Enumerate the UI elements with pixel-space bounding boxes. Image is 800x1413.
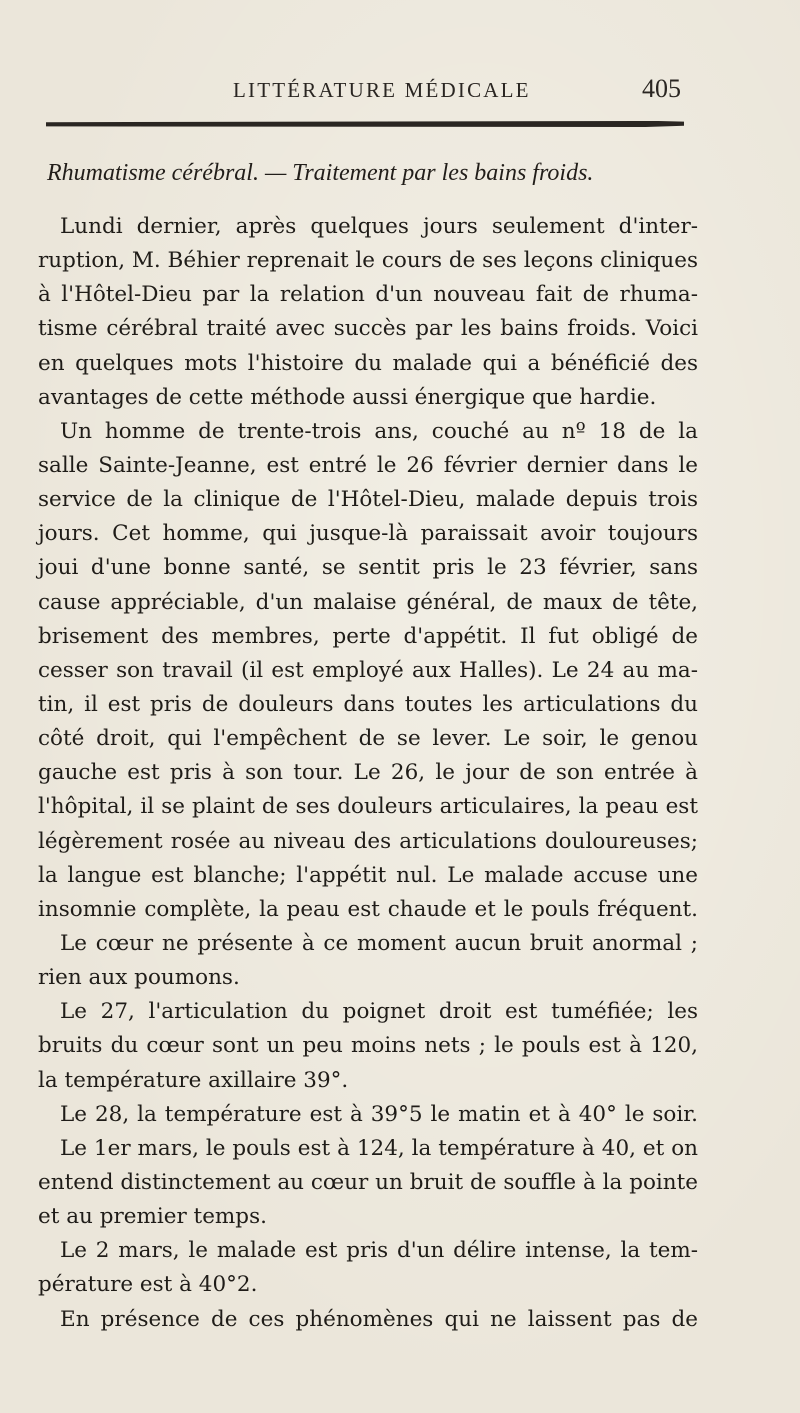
text-line: Lundi dernier, après quelques jours seulement d'inter- — [60, 214, 698, 239]
text-line: tisme cérébral traité avec succès par les bains froids. Voici — [38, 316, 698, 342]
text-line: et au premier temps. — [38, 1204, 267, 1230]
header-rule — [46, 121, 684, 127]
text-line: la température axillaire 39°. — [38, 1067, 349, 1093]
text-line: En présence de ces phénomènes qui ne laissent pas de — [60, 1306, 698, 1332]
text-line: côté droit, qui l'empêchent de se lever. Le soir, le genou — [38, 726, 698, 752]
page-number: 405 — [642, 74, 681, 103]
text-line: en quelques mots l'histoire du malade qui a bénéficié des — [38, 350, 698, 376]
text-line: service de la clinique de l'Hôtel-Dieu, malade depuis trois — [38, 487, 698, 513]
text-line: à l'Hôtel-Dieu par la relation d'un nouveau fait de rhuma- — [38, 282, 698, 308]
text-line: ruption, M. Béhier reprenait le cours de ses leçons cliniques — [38, 248, 698, 274]
text-line: Un homme de trente-trois ans, couché au nº 18 de la — [60, 418, 698, 444]
text-line: Le 1er mars, le pouls est à 124, la température à 40, et on — [60, 1135, 698, 1161]
text-line: salle Sainte-Jeanne, est entré le 26 février dernier dans le — [38, 452, 698, 478]
text-line: Le cœur ne présente à ce moment aucun bruit anormal ; — [60, 930, 698, 956]
text-line: jours. Cet homme, qui jusque-là paraissait avoir toujours — [38, 521, 698, 547]
text-line: tin, il est pris de douleurs dans toutes les articulations du — [38, 691, 698, 717]
article-body — [38, 210, 698, 1337]
text-line: cause appréciable, d'un malaise général, de maux de tête, — [38, 589, 698, 615]
text-line: cesser son travail (il est employé aux Halles). Le 24 au ma- — [38, 657, 698, 683]
text-line: entend distinctement au cœur un bruit de souffle à la pointe — [38, 1169, 698, 1195]
text-line: la langue est blanche; l'appétit nul. Le malade accuse une — [38, 862, 698, 888]
text-line: insomnie complète, la peau est chaude et le pouls fréquent. — [38, 896, 698, 922]
text-line: pérature est à 40°2. — [38, 1272, 258, 1298]
text-line: avantages de cette méthode aussi énergique que hardie. — [38, 384, 657, 410]
text-line: gauche est pris à son tour. Le 26, le jour de son entrée à — [38, 760, 698, 786]
running-title: LITTÉRATURE MÉDICALE — [233, 78, 531, 102]
running-head — [0, 74, 800, 108]
text-line: Le 2 mars, le malade est pris d'un délire intense, la tem- — [60, 1238, 698, 1264]
text-line: joui d'une bonne santé, se sentit pris le 23 février, sans — [38, 555, 698, 581]
article-title: Rhumatisme cérébral. — Traitement par les bains froids. — [47, 160, 594, 186]
text-line: bruits du cœur sont un peu moins nets ; le pouls est à 120, — [38, 1033, 698, 1059]
text-line: Le 27, l'articulation du poignet droit est tuméfiée; les — [60, 999, 698, 1025]
text-line: l'hôpital, il se plaint de ses douleurs articulaires, la peau est — [38, 794, 698, 820]
text-line: brisement des membres, perte d'appétit. Il fut obligé de — [38, 623, 698, 649]
text-line: légèrement rosée au niveau des articulations douloureuses; — [38, 828, 698, 854]
text-line: Le 28, la température est à 39°5 le matin et à 40° le soir. — [60, 1101, 698, 1127]
text-line: rien aux poumons. — [38, 965, 240, 991]
